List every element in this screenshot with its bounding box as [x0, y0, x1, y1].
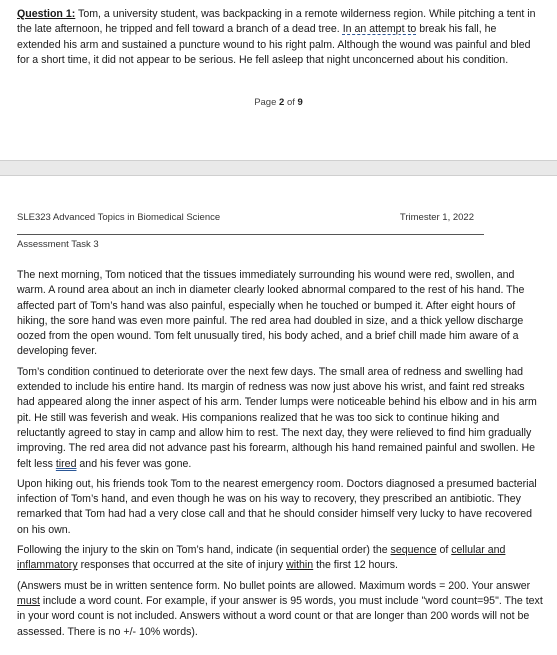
page-total: 9 [297, 97, 303, 108]
paragraph-2-text: and his fever was gone. [76, 457, 192, 470]
paragraph-3: Upon hiking out, his friends took Tom to the nearest emergency room. Doctors diagnosed a presumed bacterial infection of Tom’s hand, and even though he was on his way to recovery, they prescribed an antibiotic. They remarked that Tom had had a very close call and that he should consider himself very lucky to have recovered on his own. [17, 477, 537, 536]
underlined-must: must [17, 594, 40, 607]
page-2 [0, 176, 557, 655]
paragraph-4-text: Following the injury to the skin on Tom’s hand, indicate (in sequential order) the [17, 544, 391, 557]
question-text-part: break his fall, he extended his arm and sustained a puncture wound to his right palm. Although the wound was painful and bled for a short time, it did not appear to be serious. He fell asleep that night unconcerned about his condition. [17, 23, 531, 66]
page-current: 2 [279, 97, 285, 108]
page-gap [0, 160, 557, 176]
paragraph-5-text: (Answers must be in written sentence form. No bullet points are allowed. Maximum words = 200. Your answer [17, 579, 531, 592]
question-label: Question 1: [17, 8, 76, 20]
question-text-part: Tom, a university student, was backpacking in a remote wilderness region. While pitching a tent in the late afternoon, he tripped and fell toward a branch of a dead tree. [17, 8, 536, 36]
page-of: of [284, 97, 298, 108]
paragraph-5-text: include a word count. For example, if your answer is 95 words, you must include "word count=95". The text in your word count is not included. Answers without a word count or that are longer than 200 words will not be assessed. There is no +/- 10% words). [17, 594, 543, 638]
paragraph-4-text: of [436, 544, 452, 557]
header-assessment: Assessment Task 3 [17, 239, 99, 250]
question-1-text [17, 7, 542, 68]
header-trimester: Trimester 1, 2022 [399, 212, 474, 223]
paragraph-5 [17, 579, 543, 640]
case-body [17, 268, 543, 645]
proofing-underlined-phrase: In an attempt to [342, 23, 417, 36]
paragraph-1: The next morning, Tom noticed that the tissues immediately surrounding his wound were red, swollen, and warm. A round area about an inch in diameter clearly looked abnormal compared to the rest of his hand. The affected part of Tom’s hand was also painful, especially when he touched or bumped it. After eight hours of hiking, the sore hand was even more painful. The red area had doubled in size, and a thick yellow discharge oozed from the open wound. Tom felt unusually tired, his body ached, and a brief chill made him aware of a developing fever. [17, 269, 525, 358]
proofing-underlined-word: tired [55, 457, 77, 470]
paragraph-4 [17, 543, 543, 574]
page-1 [0, 0, 557, 160]
underlined-within: within [286, 559, 314, 572]
paragraph-2 [17, 365, 543, 472]
page-number [0, 97, 557, 108]
underlined-sequence: sequence [390, 544, 437, 557]
underlined-cellular-inflammatory: cellular and inflammatory [17, 544, 506, 572]
paragraph-4-text: the first 12 hours. [313, 559, 398, 572]
header-rule [17, 234, 484, 235]
paragraph-2-text: Tom’s condition continued to deteriorate over the next few days. The small area of redness and swelling had extended to include his entire hand. Its margin of redness was now just above his wrist, and faint red streaks had appeared along the inner aspect of his arm. Tender lumps were noticeable behind his elbow and in his arm pit. He still was feverish and weak. His companions realized that he was too sick to continue hiking and reluctantly agreed to stay in camp and allow him to rest. The next day, they were relieved to find him gradually improving. The red area did not advance past his forearm, although his hand remained painful and swollen. He felt less [17, 365, 537, 470]
header-course: SLE323 Advanced Topics in Biomedical Science [17, 212, 221, 223]
paragraph-4-text: responses that occurred at the site of injury [77, 559, 287, 572]
page-prefix: Page [254, 97, 280, 108]
